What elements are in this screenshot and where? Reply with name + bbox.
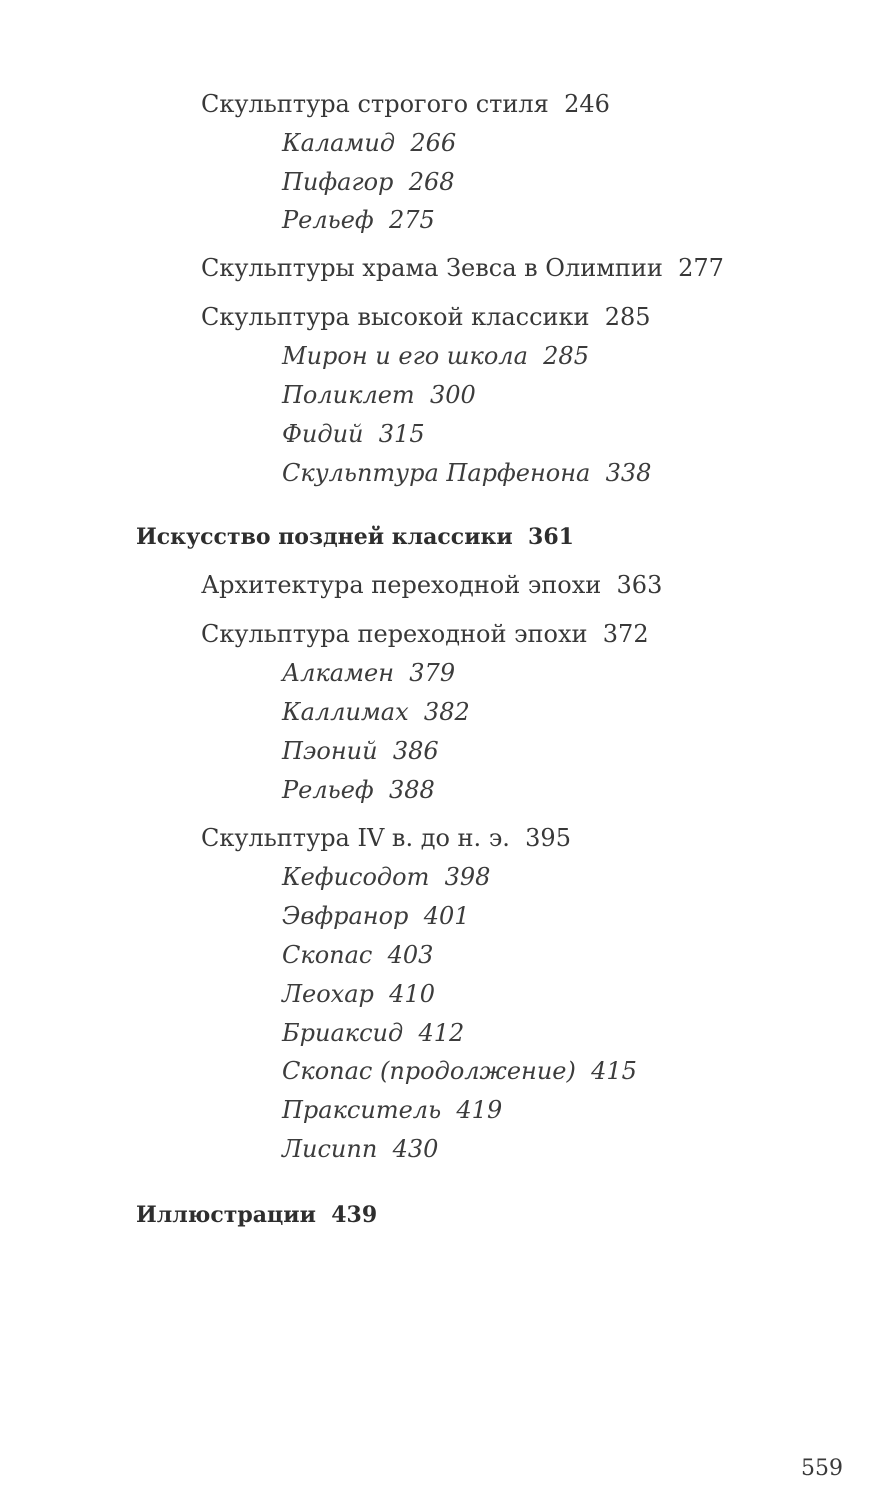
toc-entry-title: Кефисодот <box>282 863 430 891</box>
toc-entry-subsection <box>282 344 589 368</box>
toc-entry-title: Пэоний <box>282 737 378 765</box>
toc-entry-subsection <box>282 383 476 407</box>
toc-entry-subsection <box>282 461 651 485</box>
toc-entry-page: 382 <box>423 698 470 726</box>
toc-entry-title: Леохар <box>282 980 374 1008</box>
toc-entry-subsection <box>282 170 455 194</box>
toc-entry-title: Фидий <box>282 420 364 448</box>
toc-entry-page: 277 <box>678 254 724 282</box>
toc-entry-title: Искусство поздней классики <box>136 524 513 550</box>
toc-entry-section <box>201 92 610 116</box>
toc-entry-page: 361 <box>528 524 574 550</box>
toc-entry-page: 285 <box>543 342 589 370</box>
toc-entry-page: 412 <box>418 1019 465 1047</box>
toc-entry-page: 285 <box>604 303 651 331</box>
toc-entry-subsection <box>282 661 455 685</box>
toc-entry-chapter <box>136 526 574 548</box>
toc-entry-subsection <box>282 131 456 155</box>
toc-entry-title: Эвфранор <box>282 902 409 930</box>
toc-entry-page: 372 <box>602 620 649 648</box>
toc-entry-title: Скульптура Парфенона <box>282 459 591 487</box>
toc-entry-page: 268 <box>408 168 455 196</box>
toc-entry-page: 315 <box>378 420 425 448</box>
toc-entry-section <box>201 305 651 329</box>
toc-entry-page: 395 <box>525 824 571 852</box>
page-number: 559 <box>801 1456 843 1481</box>
toc-entry-title: Каллимах <box>282 698 409 726</box>
toc-entry-subsection <box>282 865 490 889</box>
toc-entry-title: Рельеф <box>282 206 374 234</box>
toc-entry-title: Иллюстрации <box>136 1202 316 1228</box>
toc-entry-page: 401 <box>423 902 470 930</box>
toc-entry-page: 388 <box>388 776 435 804</box>
toc-entry-page: 275 <box>388 206 435 234</box>
toc-entry-page: 439 <box>331 1202 378 1228</box>
toc-entry-subsection <box>282 700 470 724</box>
toc-entry-title: Скопас (продолжение) <box>282 1057 576 1085</box>
toc-entry-page: 379 <box>409 659 456 687</box>
toc-entry-title: Скульптуры храма Зевса в Олимпии <box>201 254 663 282</box>
toc-entry-title: Скульптура IV в. до н. э. <box>201 824 510 852</box>
toc-entry-title: Скульптура переходной эпохи <box>201 620 588 648</box>
toc-entry-title: Пракситель <box>282 1096 442 1124</box>
toc-entry-title: Лисипп <box>282 1135 378 1163</box>
toc-entry-section <box>201 826 571 850</box>
toc-entry-title: Скульптура строгого стиля <box>201 90 549 118</box>
toc-entry-title: Архитектура переходной эпохи <box>201 571 602 599</box>
toc-entry-title: Алкамен <box>282 659 395 687</box>
toc-entry-subsection <box>282 1137 438 1161</box>
toc-entry-page: 363 <box>616 571 663 599</box>
toc-entry-title: Скульптура высокой классики <box>201 303 590 331</box>
toc-entry-title: Рельеф <box>282 776 374 804</box>
toc-entry-title: Мирон и его школа <box>282 342 528 370</box>
toc-entry-section <box>201 256 724 280</box>
toc-entry-subsection <box>282 1098 502 1122</box>
toc-entry-page: 419 <box>456 1096 503 1124</box>
toc-entry-subsection <box>282 422 425 446</box>
toc-entry-page: 338 <box>605 459 652 487</box>
toc-entry-page: 403 <box>387 941 434 969</box>
toc-entry-subsection <box>282 778 435 802</box>
toc-entry-title: Бриаксид <box>282 1019 404 1047</box>
toc-entry-subsection <box>282 1021 464 1045</box>
toc-entry-subsection <box>282 904 470 928</box>
toc-entry-chapter <box>136 1204 377 1226</box>
toc-entry-page: 300 <box>429 381 476 409</box>
toc-entry-subsection <box>282 208 435 232</box>
toc-entry-page: 246 <box>564 90 610 118</box>
toc-entry-subsection <box>282 739 439 763</box>
toc-entry-page: 430 <box>392 1135 439 1163</box>
toc-entry-subsection <box>282 1059 637 1083</box>
toc-entry-subsection <box>282 982 435 1006</box>
toc-entry-subsection <box>282 943 433 967</box>
toc-entry-title: Поликлет <box>282 381 415 409</box>
toc-entry-section <box>201 622 649 646</box>
toc-entry-page: 415 <box>591 1057 637 1085</box>
toc-entry-title: Скопас <box>282 941 373 969</box>
toc-entry-page: 410 <box>389 980 435 1008</box>
toc-entry-section <box>201 573 662 597</box>
toc-entry-page: 386 <box>392 737 439 765</box>
toc-entry-title: Каламид <box>282 129 396 157</box>
toc-entry-page: 266 <box>410 129 457 157</box>
toc-entry-title: Пифагор <box>282 168 394 196</box>
toc-entry-page: 398 <box>444 863 491 891</box>
